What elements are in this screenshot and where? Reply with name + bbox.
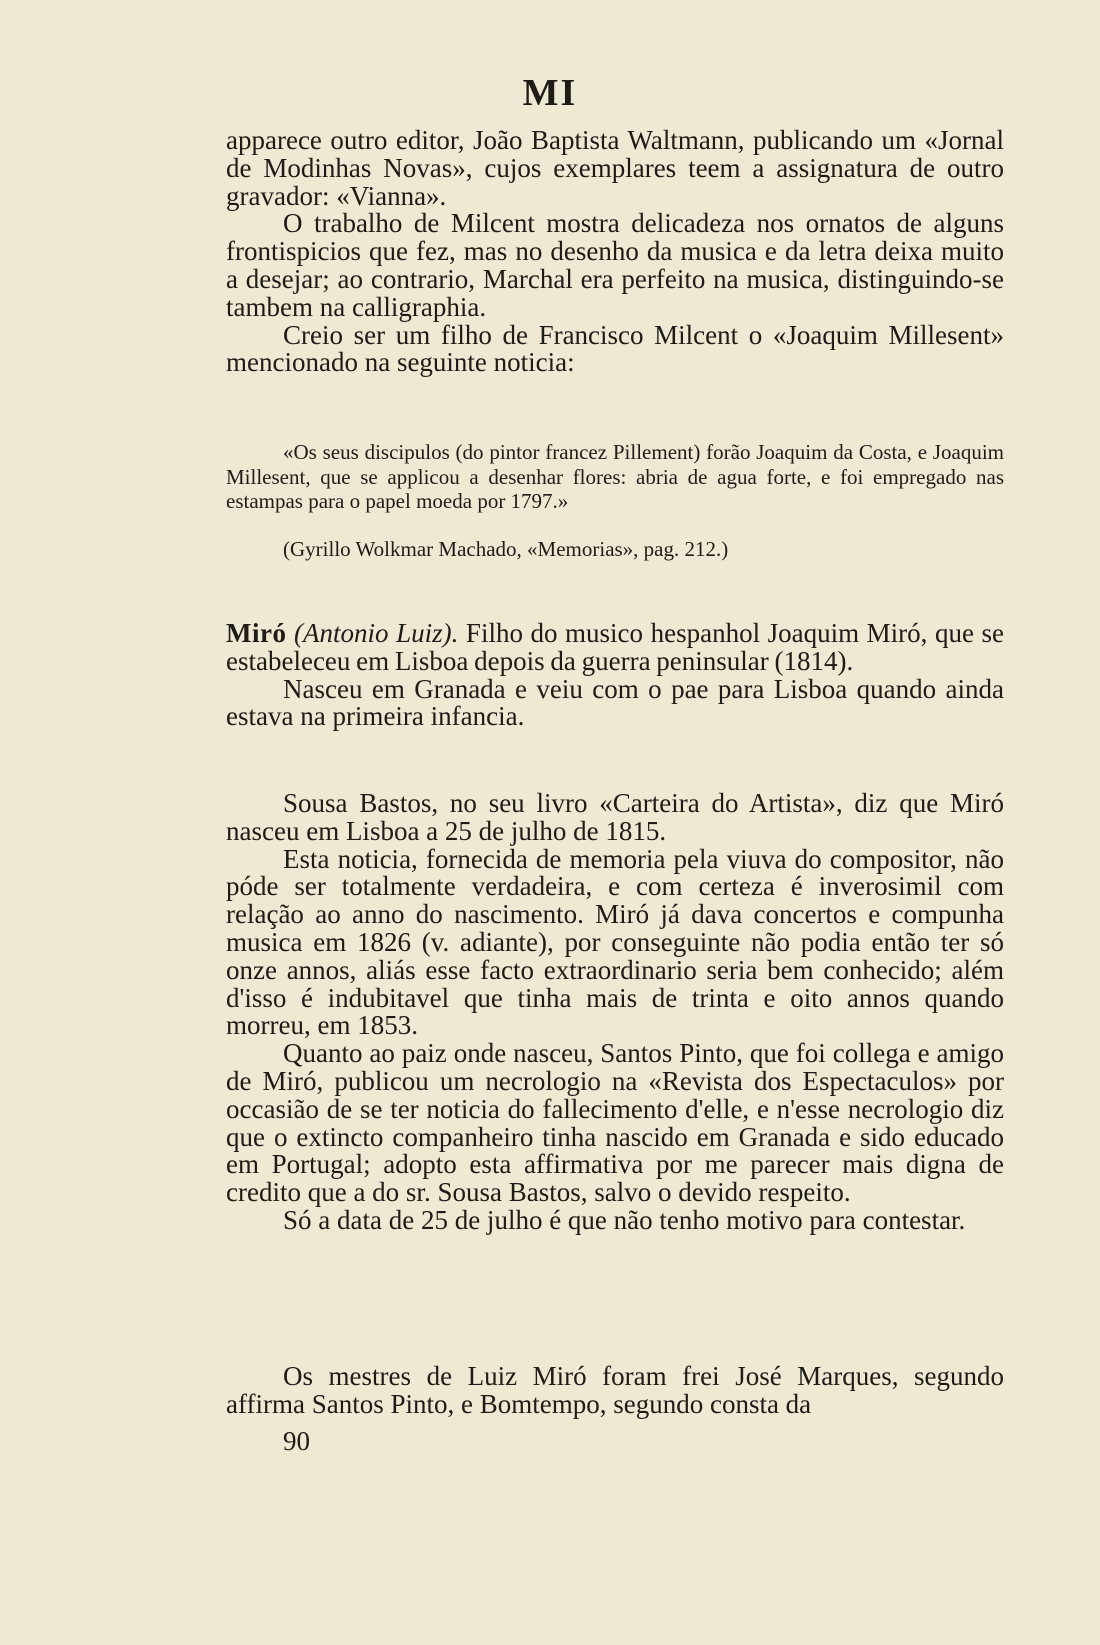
entry-paragraph xyxy=(226,620,1004,676)
paragraph: Nasceu em Granada e veiu com o pae para Lisboa quando ainda estava na primeira infancia. xyxy=(226,673,1004,732)
entry-text: Filho do musico hespanhol Joaquim Miró, que se estabeleceu em Lisboa depois da guerra peninsular (1814). xyxy=(226,618,1005,676)
paragraph: Os mestres de Luiz Miró foram frei José Marques, segundo affirma Santos Pinto, e Bomtempo, segundo consta da xyxy=(226,1361,1004,1419)
paragraph: apparece outro editor, João Baptista Waltmann, publicando um «Jornal de Modinhas Novas», cujos exemplares teem a assignatura de outro gravador: «Vianna». xyxy=(226,125,1004,211)
text-block-3 xyxy=(226,1363,1004,1419)
paragraph: Só a data de 25 de julho é que não tenho motivo para contestar. xyxy=(283,1204,966,1235)
paragraph: Sousa Bastos, no seu livro «Carteira do Artista», diz que Miró nasceu em Lisboa a 25 de julho de 1815. xyxy=(226,788,1004,846)
running-head: MI xyxy=(522,72,578,114)
text-block-1 xyxy=(226,127,1004,377)
quotation-block xyxy=(226,440,1004,514)
paragraph: O trabalho de Milcent mostra delicadeza nos ornatos de alguns frontispicios que fez, mas no desenho da musica e da letra deixa muito a desejar; ao contrario, Marchal era perfeito na musica, distinguindo-se tambem na calligraphia. xyxy=(226,208,1004,322)
quotation: «Os seus discipulos (do pintor francez Pillement) forão Joaquim da Costa, e Joaquim Millesent, que se applicou a desenhar flores: abria de agua forte, e foi empregado nas estampas para o papel moeda por 1797.» xyxy=(226,440,1004,513)
paragraph: Creio ser um filho de Francisco Milcent o «Joaquim Millesent» mencionado na seguinte noticia: xyxy=(226,319,1004,378)
entry-block xyxy=(226,620,1004,731)
citation: (Gyrillo Wolkmar Machado, «Memorias», pag. 212.) xyxy=(283,537,729,561)
page-number: 90 xyxy=(283,1426,310,1456)
entry-name: Miró xyxy=(226,618,287,648)
citation-block xyxy=(226,537,1004,561)
entry-paren: (Antonio Luiz). xyxy=(294,618,459,648)
text-block-2 xyxy=(226,790,1004,1235)
paragraph: Esta noticia, fornecida de memoria pela viuva do compositor, não póde ser totalmente verdadeira, e com certeza é inverosimil com relação ao anno do nascimento. Miró já dava concertos e compunha musica em 1826 (v. adiante), por conseguinte não podia então ter só onze annos, aliás esse facto extraordinario seria bem conhecido; além d'isso é indubitavel que tinha mais de trinta e oito annos quando morreu, em 1853. xyxy=(226,843,1004,1041)
paragraph: Quanto ao paiz onde nasceu, Santos Pinto, que foi collega e amigo de Miró, publicou um necrologio na «Revista dos Espectaculos» por occasião de se ter noticia do fallecimento d'elle, e n'esse necrologio diz que o extincto companheiro tinha nascido em Granada e sido educado em Portugal; adopto esta affirmativa por me parecer mais digna de credito que a do sr. Sousa Bastos, salvo o devido respeito. xyxy=(226,1038,1004,1208)
